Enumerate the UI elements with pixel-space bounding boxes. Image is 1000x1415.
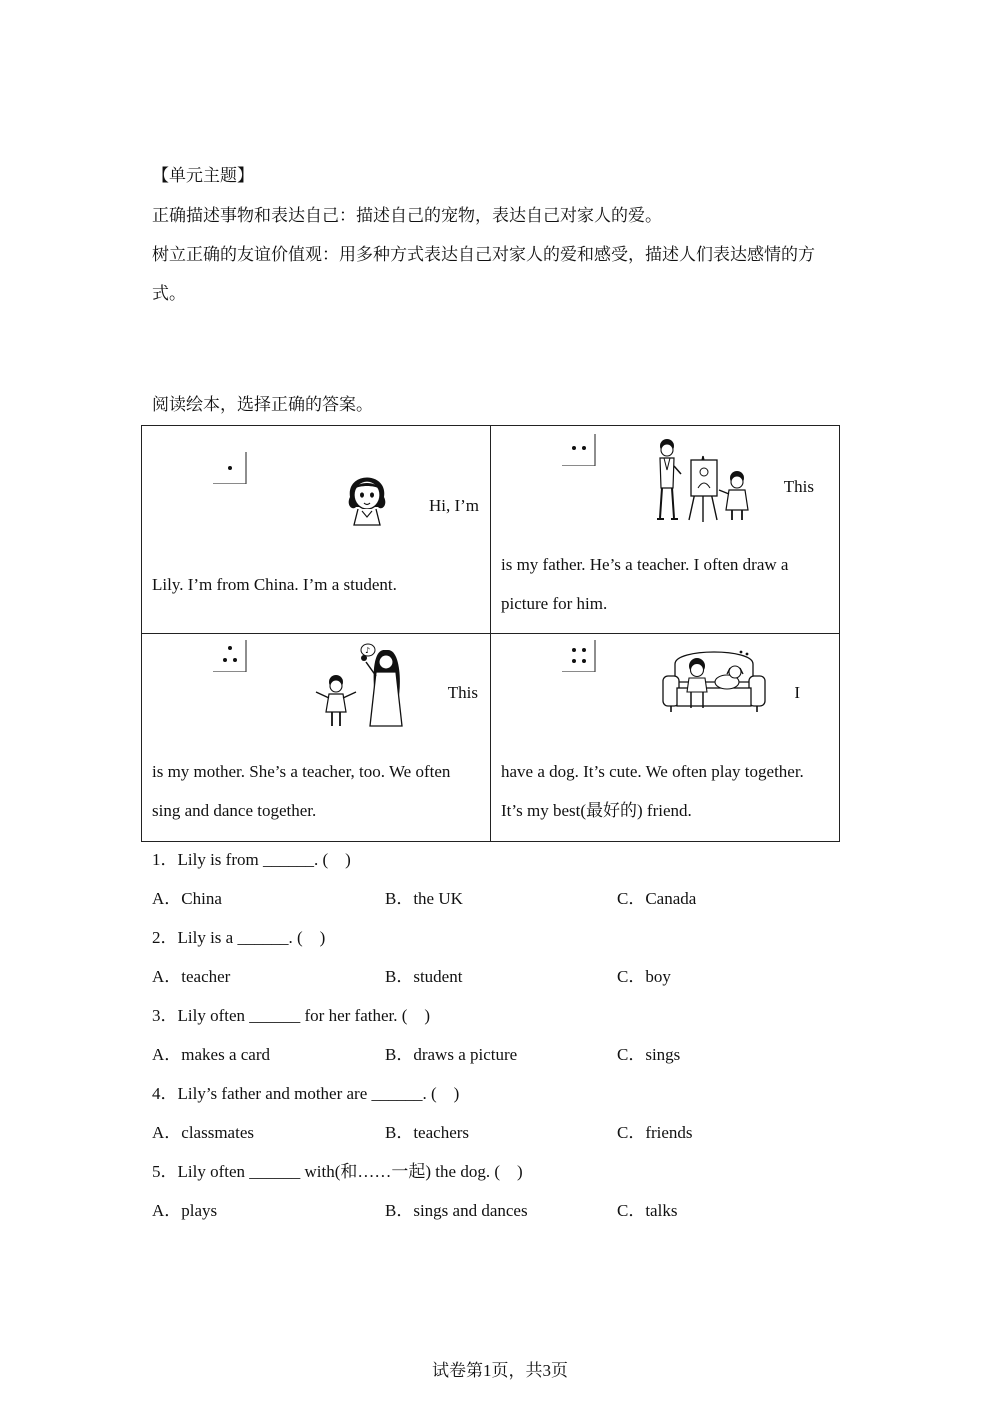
unit-theme-heading: 【单元主题】 bbox=[152, 166, 254, 186]
picture-book-table bbox=[141, 425, 840, 842]
unit-theme-line1: 正确描述事物和表达自己：描述自己的宠物，表达自己对家人的爱。 bbox=[152, 206, 662, 226]
q5-option-b[interactable]: B．sings and dances bbox=[385, 1201, 528, 1220]
q4-option-c[interactable]: C．friends bbox=[617, 1123, 693, 1142]
q5-option-a[interactable]: A．plays bbox=[152, 1201, 218, 1220]
story-panel-4 bbox=[491, 634, 840, 842]
q3-option-a[interactable]: A．makes a card bbox=[152, 1045, 271, 1064]
mother-singing-illustration bbox=[310, 642, 425, 730]
question-5: 5．Lily often ______ with(和……一起) the dog. ( ) bbox=[152, 1162, 523, 1181]
panel-1-lead: Hi, I’m bbox=[428, 496, 479, 515]
father-easel-illustration bbox=[651, 436, 761, 524]
q4-option-a[interactable]: A．classmates bbox=[152, 1123, 254, 1142]
question-3: 3．Lily often ______ for her father. ( ) bbox=[152, 1006, 431, 1025]
q1-option-b[interactable]: B．the UK bbox=[385, 889, 463, 908]
q1-option-c[interactable]: C．Canada bbox=[617, 889, 697, 908]
panel-3-lead: This bbox=[447, 683, 478, 702]
question-1: 1．Lily is from ______. ( ) bbox=[152, 850, 351, 869]
question-2: 2．Lily is a ______. ( ) bbox=[152, 928, 326, 947]
panel-4-lead: I bbox=[794, 683, 800, 702]
panel-2-lead: This bbox=[783, 477, 814, 496]
q4-option-b[interactable]: B．teachers bbox=[385, 1123, 470, 1142]
page-footer: 试卷第1页，共3页 bbox=[432, 1361, 568, 1380]
story-panel-2 bbox=[491, 426, 840, 634]
q3-option-b[interactable]: B．draws a picture bbox=[385, 1045, 518, 1064]
unit-theme-line2-cont: 式。 bbox=[152, 284, 186, 304]
svg-text:♪: ♪ bbox=[365, 646, 371, 655]
q5-option-c[interactable]: C．talks bbox=[617, 1201, 678, 1220]
dice-one-icon bbox=[213, 452, 247, 484]
q2-option-a[interactable]: A．teacher bbox=[152, 967, 231, 986]
girl-dog-sofa-illustration bbox=[661, 642, 767, 714]
panel-4-text: have a dog. It’s cute. We often play together. It’s my best(最好的) friend. bbox=[501, 762, 804, 820]
panel-2-text: is my father. He’s a teacher. I often draw a picture for him. bbox=[501, 555, 789, 613]
question-4: 4．Lily’s father and mother are ______. ( ) bbox=[152, 1084, 460, 1103]
panel-3-text: is my mother. She’s a teacher, too. We often sing and dance together. bbox=[152, 762, 451, 820]
dice-three-icon bbox=[213, 640, 247, 672]
q3-option-c[interactable]: C．sings bbox=[617, 1045, 681, 1064]
dice-two-icon bbox=[562, 434, 596, 466]
lily-girl-illustration bbox=[342, 459, 392, 529]
panel-1-text: Lily. I’m from China. I’m a student. bbox=[152, 575, 397, 594]
story-panel-1 bbox=[142, 426, 491, 634]
story-panel-3 bbox=[142, 634, 491, 842]
q1-option-a[interactable]: A．China bbox=[152, 889, 222, 908]
reading-instruction: 阅读绘本，选择正确的答案。 bbox=[152, 395, 373, 415]
dice-four-icon bbox=[562, 640, 596, 672]
q2-option-c[interactable]: C．boy bbox=[617, 967, 671, 986]
unit-theme-line2: 树立正确的友谊价值观：用多种方式表达自己对家人的爱和感受，描述人们表达感情的方 bbox=[152, 245, 815, 265]
q2-option-b[interactable]: B．student bbox=[385, 967, 463, 986]
